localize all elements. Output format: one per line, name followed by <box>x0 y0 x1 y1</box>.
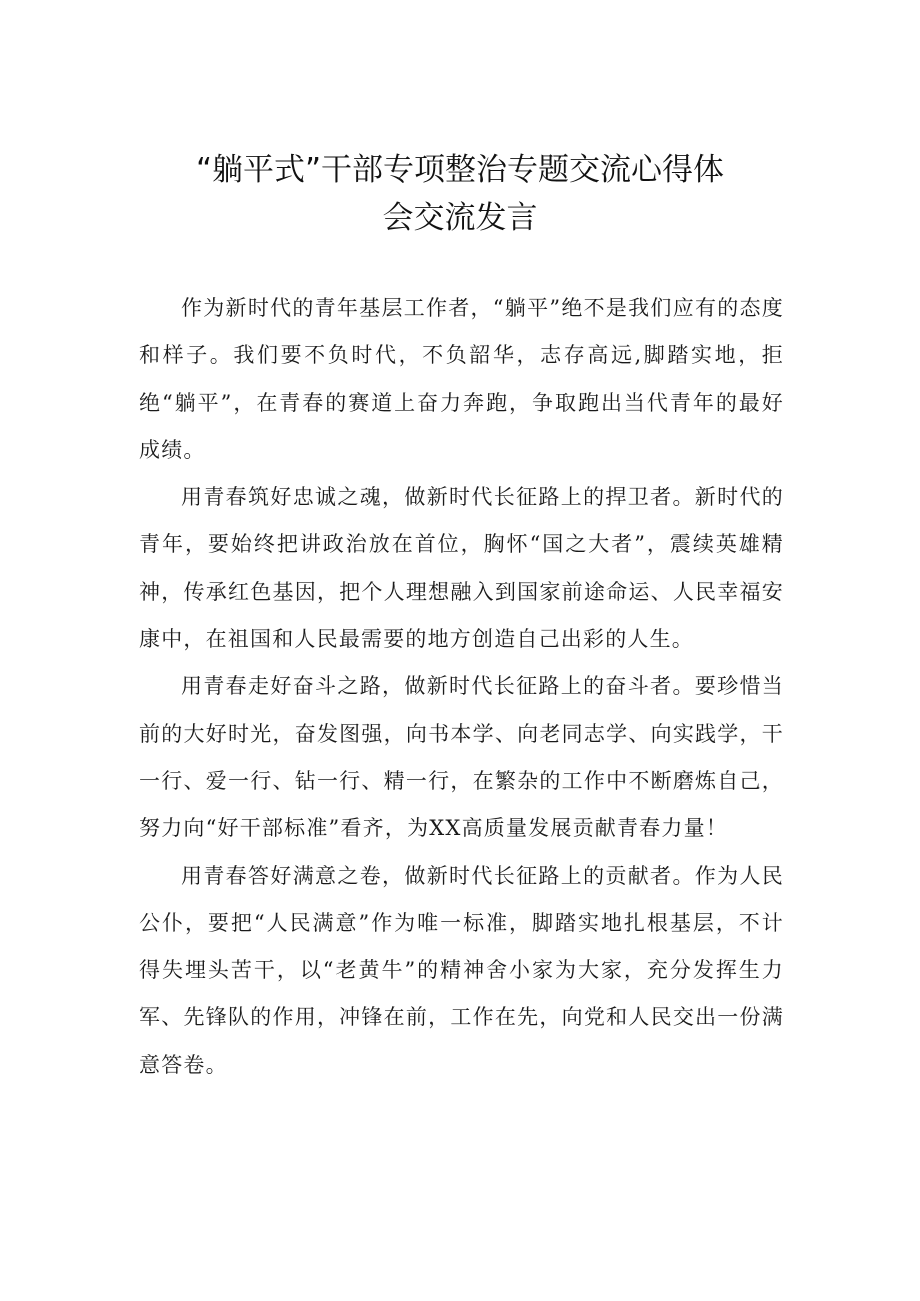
document-title <box>140 146 780 242</box>
title-line-2: 会交流发言 <box>382 200 538 236</box>
title-line-1: “躺平式”干部专项整治专题交流心得体 <box>195 152 725 188</box>
paragraph-intro: 作为新时代的青年基层工作者，“躺平”绝不是我们应有的态度和样子。我们要不负时代，不负韶华，志存高远,脚踏实地，拒绝“躺平”，在青春的赛道上奋力奔跑，争取跑出当代青年的最好成绩。 <box>139 296 784 462</box>
paragraph-contribution: 用青春答好满意之卷，做新时代长征路上的贡献者。作为人民公仆，要把“人民满意”作为唯一标准，脚踏实地扎根基层，不计得失埋头苦干，以“老黄牛”的精神舍小家为大家，充分发挥生力军、先锋队的作用，冲锋在前，工作在先，向党和人民交出一份满意答卷。 <box>139 863 784 1077</box>
paragraph-struggle: 用青春走好奋斗之路，做新时代长征路上的奋斗者。要珍惜当前的大好时光，奋发图强，向书本学、向老同志学、向实践学，干一行、爱一行、钻一行、精一行，在繁杂的工作中不断磨炼自己，努力向“好干部标准”看齐，为XX高质量发展贡献青春力量！ <box>139 674 784 841</box>
document-body <box>139 285 784 1089</box>
paragraph-loyalty: 用青春筑好忠诚之魂，做新时代长征路上的捍卫者。新时代的青年，要始终把讲政治放在首位，胸怀“国之大者”，震续英雄精神，传承红色基因，把个人理想融入到国家前途命运、人民幸福安康中，在祖国和人民最需要的地方创造自己出彩的人生。 <box>139 485 784 652</box>
